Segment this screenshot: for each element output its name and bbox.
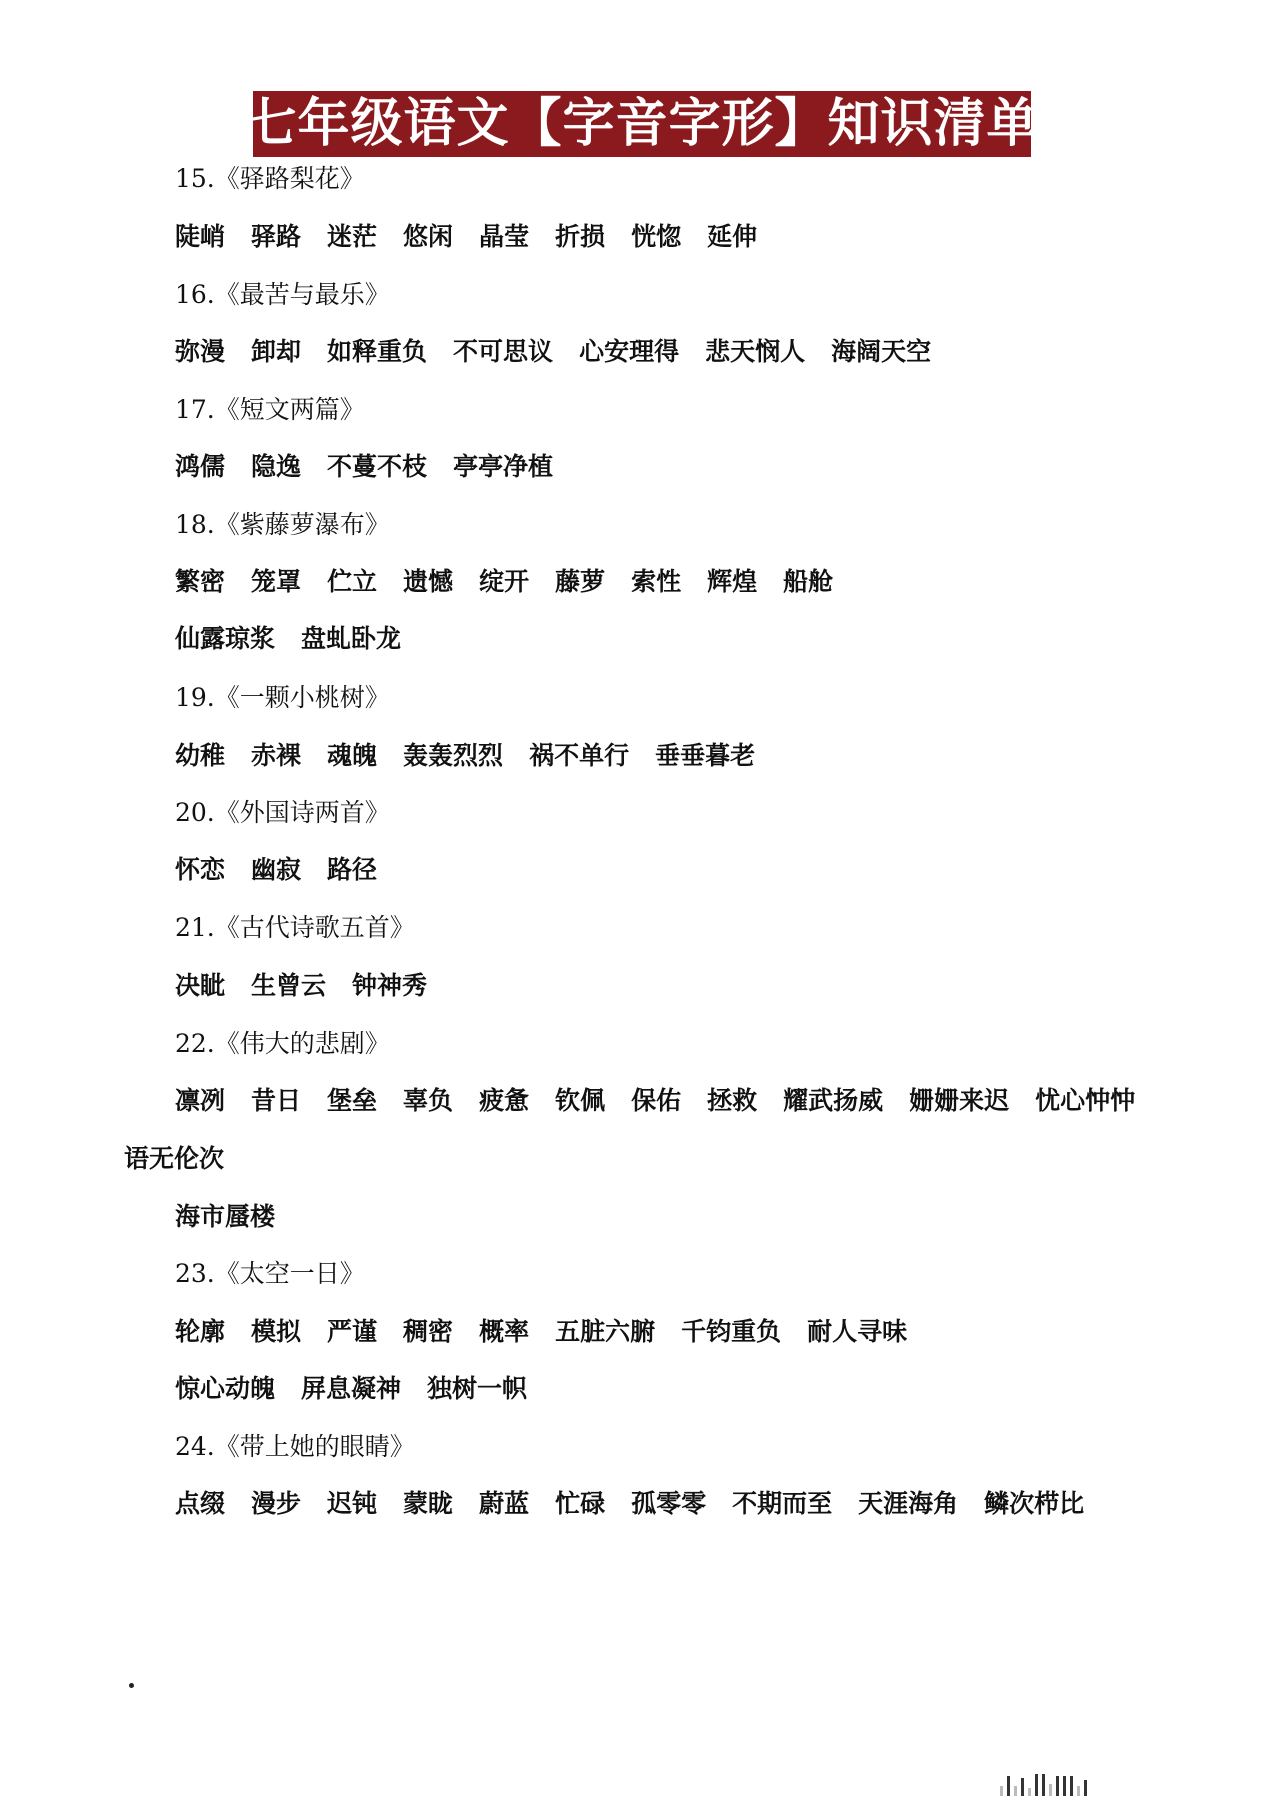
vocab-term: 折损 [555,222,606,251]
vocab-term: 点缀 [175,1489,226,1518]
page-title: 七年级语文【字音字形】知识清单 [244,93,1040,154]
term-row [175,1085,1135,1117]
vocab-term: 隐逸 [251,452,302,481]
vocab-term: 漫步 [251,1489,302,1518]
lesson-heading: 24.《带上她的眼睛》 [175,1432,415,1461]
lesson-heading: 21.《古代诗歌五首》 [175,913,415,942]
lesson-heading: 20.《外国诗两首》 [175,798,390,827]
vocab-term: 忙碌 [555,1489,606,1518]
vocab-term: 语无伦次 [124,1144,225,1173]
vocab-term: 伫立 [327,567,378,596]
vocab-term: 弥漫 [175,337,226,366]
vocab-term: 保佑 [631,1086,682,1115]
vocab-term: 生曾云 [251,971,327,1000]
vocab-term: 迟钝 [327,1489,378,1518]
vocab-term: 堡垒 [327,1086,378,1115]
vocab-term: 遗憾 [403,567,454,596]
lesson-heading: 15.《驿路梨花》 [175,164,365,193]
vocab-term: 五脏六腑 [555,1317,656,1346]
term-row [175,854,377,886]
term-row [175,221,757,253]
vocab-term: 辉煌 [707,567,758,596]
vocab-term: 不期而至 [732,1489,833,1518]
vocab-term: 姗姗来迟 [909,1086,1010,1115]
vocab-term: 辜负 [403,1086,454,1115]
vocab-term: 驿路 [251,222,302,251]
title-banner [244,91,1040,157]
term-row [175,1316,907,1348]
vocab-term: 怀恋 [175,855,226,884]
vocab-term: 悲天悯人 [705,337,806,366]
vocab-term: 路径 [327,855,378,884]
lesson-heading: 17.《短文两篇》 [175,395,365,424]
vocab-term: 轰轰烈烈 [403,741,504,770]
vocab-term: 鳞次栉比 [984,1489,1085,1518]
vocab-term: 蔚蓝 [479,1489,530,1518]
stray-dot [129,1683,134,1688]
vocab-term: 惊心动魄 [175,1374,276,1403]
vocab-term: 轮廓 [175,1317,226,1346]
term-row [175,623,401,655]
vocab-term: 晶莹 [479,222,530,251]
vocab-term: 繁密 [175,567,226,596]
vocab-term: 海阔天空 [831,337,932,366]
vocab-term: 绽开 [479,567,530,596]
vocab-term: 亭亭净植 [453,452,554,481]
lesson-heading: 19.《一颗小桃树》 [175,683,390,712]
term-row [175,336,931,368]
term-row [175,1201,275,1233]
vocab-term: 如释重负 [327,337,428,366]
scan-artifact [1000,1772,1250,1796]
lesson-heading: 16.《最苦与最乐》 [175,280,390,309]
vocab-term: 钦佩 [555,1086,606,1115]
term-row [175,566,833,598]
term-row [175,740,755,772]
vocab-term: 悠闲 [403,222,454,251]
vocab-term: 幽寂 [251,855,302,884]
vocab-term: 概率 [479,1317,530,1346]
term-row [175,451,553,483]
lesson-heading: 22.《伟大的悲剧》 [175,1029,390,1058]
vocab-term: 独树一帜 [427,1374,528,1403]
vocab-term: 决眦 [175,971,226,1000]
vocab-term: 蒙眬 [403,1489,454,1518]
term-row [175,970,427,1002]
vocab-term: 迷茫 [327,222,378,251]
vocab-term: 索性 [631,567,682,596]
vocab-term: 千钧重负 [681,1317,782,1346]
vocab-term: 拯救 [707,1086,758,1115]
vocab-term: 严谨 [327,1317,378,1346]
vocab-term: 海市蜃楼 [175,1202,276,1231]
vocab-term: 仙露琼浆 [175,624,276,653]
vocab-term: 恍惚 [631,222,682,251]
vocab-term: 垂垂暮老 [655,741,756,770]
vocab-term: 卸却 [251,337,302,366]
vocab-term: 忧心忡忡 [1035,1086,1136,1115]
term-row [175,1373,527,1405]
vocab-term: 祸不单行 [529,741,630,770]
vocab-term: 笼罩 [251,567,302,596]
vocab-term: 耐人寻味 [807,1317,908,1346]
vocab-term: 昔日 [251,1086,302,1115]
vocab-term: 疲惫 [479,1086,530,1115]
vocab-term: 耀武扬威 [783,1086,884,1115]
vocab-term: 屏息凝神 [301,1374,402,1403]
vocab-term: 赤裸 [251,741,302,770]
term-row [124,1143,224,1175]
lesson-heading: 23.《太空一日》 [175,1259,365,1288]
vocab-term: 鸿儒 [175,452,226,481]
lesson-heading: 18.《紫藤萝瀑布》 [175,510,390,539]
vocab-term: 心安理得 [579,337,680,366]
vocab-term: 钟神秀 [352,971,428,1000]
vocab-term: 不蔓不枝 [327,452,428,481]
term-row [175,1488,1084,1520]
vocab-term: 陡峭 [175,222,226,251]
vocab-term: 藤萝 [555,567,606,596]
vocab-term: 凛冽 [175,1086,226,1115]
vocab-term: 延伸 [707,222,758,251]
vocab-term: 船舱 [783,567,834,596]
vocab-term: 幼稚 [175,741,226,770]
vocab-term: 孤零零 [631,1489,707,1518]
vocab-term: 稠密 [403,1317,454,1346]
vocab-term: 不可思议 [453,337,554,366]
vocab-term: 魂魄 [327,741,378,770]
vocab-term: 模拟 [251,1317,302,1346]
vocab-term: 天涯海角 [858,1489,959,1518]
vocab-term: 盘虬卧龙 [301,624,402,653]
